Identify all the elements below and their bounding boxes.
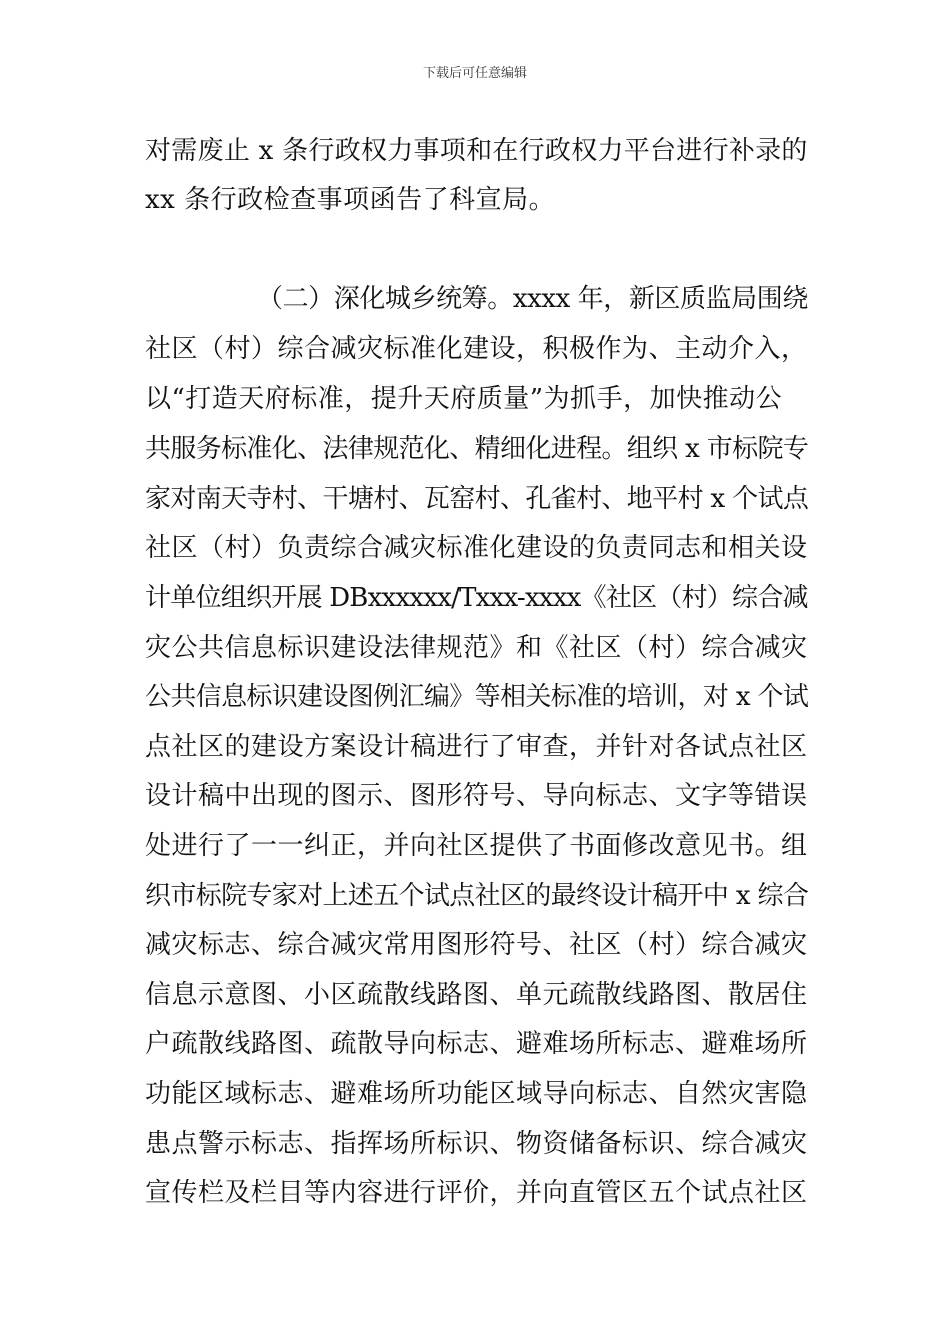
page-header: 下载后可任意编辑 — [422, 66, 527, 81]
body-text-line: 公共信息标识建设图例汇编》等相关标准的培训，对 x 个试 — [145, 682, 809, 712]
body-text-line: 社区（村）负责综合减灾标准化建设的负责同志和相关设 — [145, 533, 808, 563]
body-text-line: 对需废止 x 条行政权力事项和在行政权力平台进行补录的 — [145, 136, 808, 166]
body-text-line: 共服务标准化、法律规范化、精细化进程。组织 x 市标院专 — [145, 434, 809, 464]
body-text-line: 家对南天寺村、干塘村、瓦窑村、孔雀村、地平村 x 个试点 — [145, 484, 809, 514]
paragraph-first-line: （二）深化城乡统筹。xxxx 年，新区质监局围绕 — [257, 284, 808, 314]
body-text-line: 灾公共信息标识建设法律规范》和《社区（村）综合减灾 — [145, 633, 808, 663]
body-text-line: 减灾标志、综合减灾常用图形符号、社区（村）综合减灾 — [145, 930, 808, 960]
body-text-line: 患点警示标志、指挥场所标识、物资储备标识、综合减灾 — [145, 1129, 808, 1159]
body-text-line: 社区（村）综合减灾标准化建设，积极作为、主动介入， — [145, 334, 808, 364]
body-text-line: 计单位组织开展 DBxxxxxx/Txxx-xxxx《社区（村）综合减 — [145, 583, 808, 613]
body-text-line: 信息示意图、小区疏散线路图、单元疏散线路图、散居住 — [145, 980, 808, 1010]
body-text-line: 户疏散线路图、疏散导向标志、避难场所标志、避难场所 — [145, 1029, 808, 1059]
body-text-line: 织市标院专家对上述五个试点社区的最终设计稿开中 x 综合 — [145, 881, 809, 911]
body-text-line: xx 条行政检查事项函告了科宣局。 — [145, 185, 556, 215]
body-text-line: 点社区的建设方案设计稿进行了审查，并针对各试点社区 — [145, 732, 808, 762]
body-text-line: 功能区域标志、避难场所功能区域导向标志、自然灾害隐 — [145, 1079, 808, 1109]
body-text-line: 以“打造天府标准，提升天府质量”为抓手，加快推动公 — [145, 384, 783, 414]
body-text-line: 设计稿中出现的图示、图形符号、导向标志、文字等错误 — [145, 781, 808, 811]
body-text-line: 处进行了一一纠正，并向社区提供了书面修改意见书。组 — [145, 831, 808, 861]
body-text-line: 宣传栏及栏目等内容进行评价，并向直管区五个试点社区 — [145, 1178, 808, 1208]
